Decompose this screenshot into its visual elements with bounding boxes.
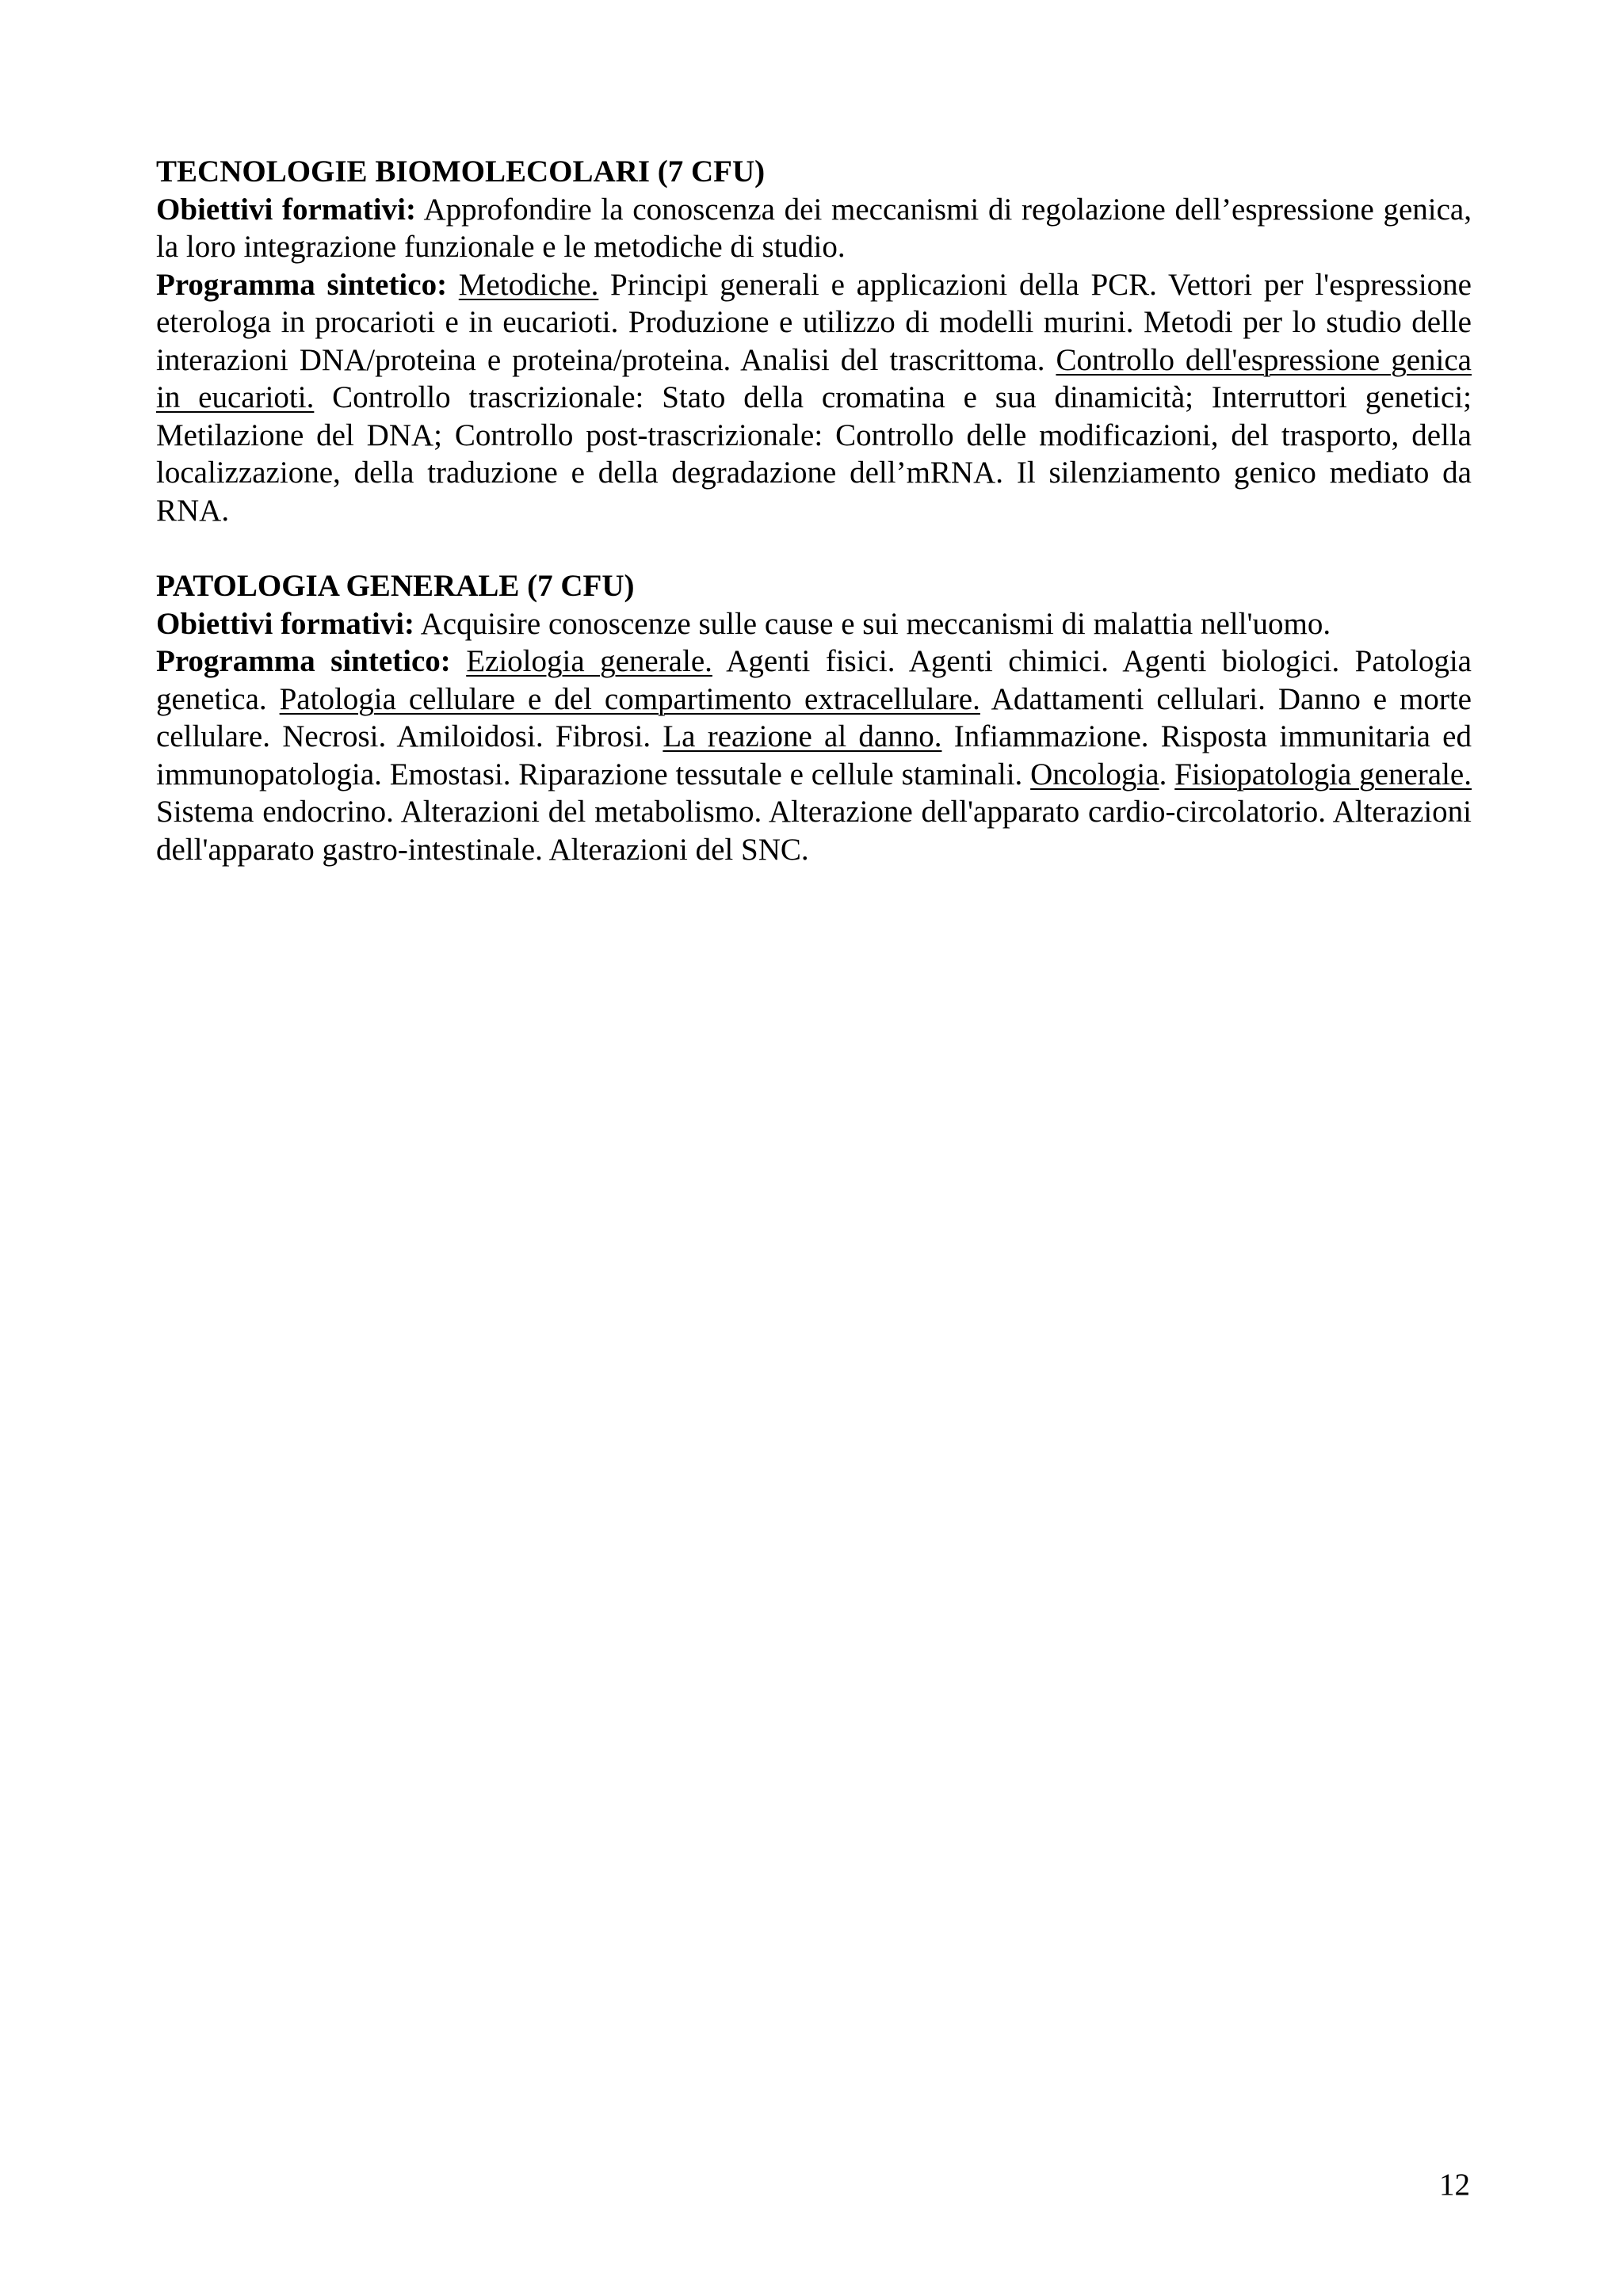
program-text: . xyxy=(1159,757,1175,791)
topic-heading: Oncologia xyxy=(1030,757,1159,791)
program-text: Principi generali e applicazioni della PCR. Vettori per l'espressione eterologa in procarioti e in eucarioti. Produzione e utilizzo di modelli murini. Metodi per lo studio delle interazioni DNA/proteina e proteina/proteina. Analisi del trascrittoma. xyxy=(156,267,1472,377)
section-patologia-generale xyxy=(156,567,1472,868)
program-paragraph xyxy=(156,643,1472,868)
program-label: Programma sintetico: xyxy=(156,267,448,302)
objectives-paragraph xyxy=(156,191,1472,266)
program-text: Sistema endocrino. Alterazioni del metabolismo. Alterazione dell'apparato cardio-circolatorio. Alterazioni dell'apparato gastro-intestinale. Alterazioni del SNC. xyxy=(156,795,1472,867)
program-paragraph xyxy=(156,266,1472,530)
topic-heading: Eziologia generale. xyxy=(466,644,712,678)
objectives-paragraph xyxy=(156,605,1472,643)
program-label: Programma sintetico: xyxy=(156,644,451,678)
program-text: Agenti fisici. Agenti chimici. Agenti biologici. Patologia genetica. xyxy=(156,644,1472,716)
section-title: PATOLOGIA GENERALE (7 CFU) xyxy=(156,569,635,603)
page-content xyxy=(156,153,1472,868)
program-text xyxy=(451,644,466,678)
program-text: Controllo trascrizionale: Stato della cromatina e sua dinamicità; Interruttori genetici; Metilazione del DNA; Controllo post-trascrizionale: Controllo delle modificazioni, del trasporto, della localizzazione, della traduzione e della degradazione dell’mRNA. Il silenziamento genico mediato da RNA. xyxy=(156,380,1472,528)
topic-heading: Controllo dell'espressione genica in eucarioti. xyxy=(156,342,1472,414)
topic-heading: La reazione al danno. xyxy=(663,719,942,753)
page-number: 12 xyxy=(1439,2168,1470,2202)
topic-heading: Fisiopatologia generale. xyxy=(1174,757,1472,791)
program-text xyxy=(447,268,459,302)
objectives-text: Acquisire conoscenze sulle cause e sui meccanismi di malattia nell'uomo. xyxy=(414,606,1331,641)
objectives-label: Obiettivi formativi: xyxy=(156,606,414,641)
topic-heading: Patologia cellulare e del compartimento extracellulare. xyxy=(279,681,980,716)
objectives-label: Obiettivi formativi: xyxy=(156,192,416,227)
section-tecnologie-biomolecolari xyxy=(156,153,1472,529)
topic-heading: Metodiche. xyxy=(458,267,599,302)
section-title: TECNOLOGIE BIOMOLECOLARI (7 CFU) xyxy=(156,154,766,189)
program-text: Infiammazione. Risposta immunitaria ed immunopatologia. Emostasi. Riparazione tessutale e cellule staminali. xyxy=(156,719,1472,791)
program-text: Adattamenti cellulari. Danno e morte cellulare. Necrosi. Amiloidosi. Fibrosi. xyxy=(156,681,1472,753)
objectives-text: Approfondire la conoscenza dei meccanismi di regolazione dell’espressione genica, la loro integrazione funzionale e le metodiche di studio. xyxy=(156,192,1472,264)
